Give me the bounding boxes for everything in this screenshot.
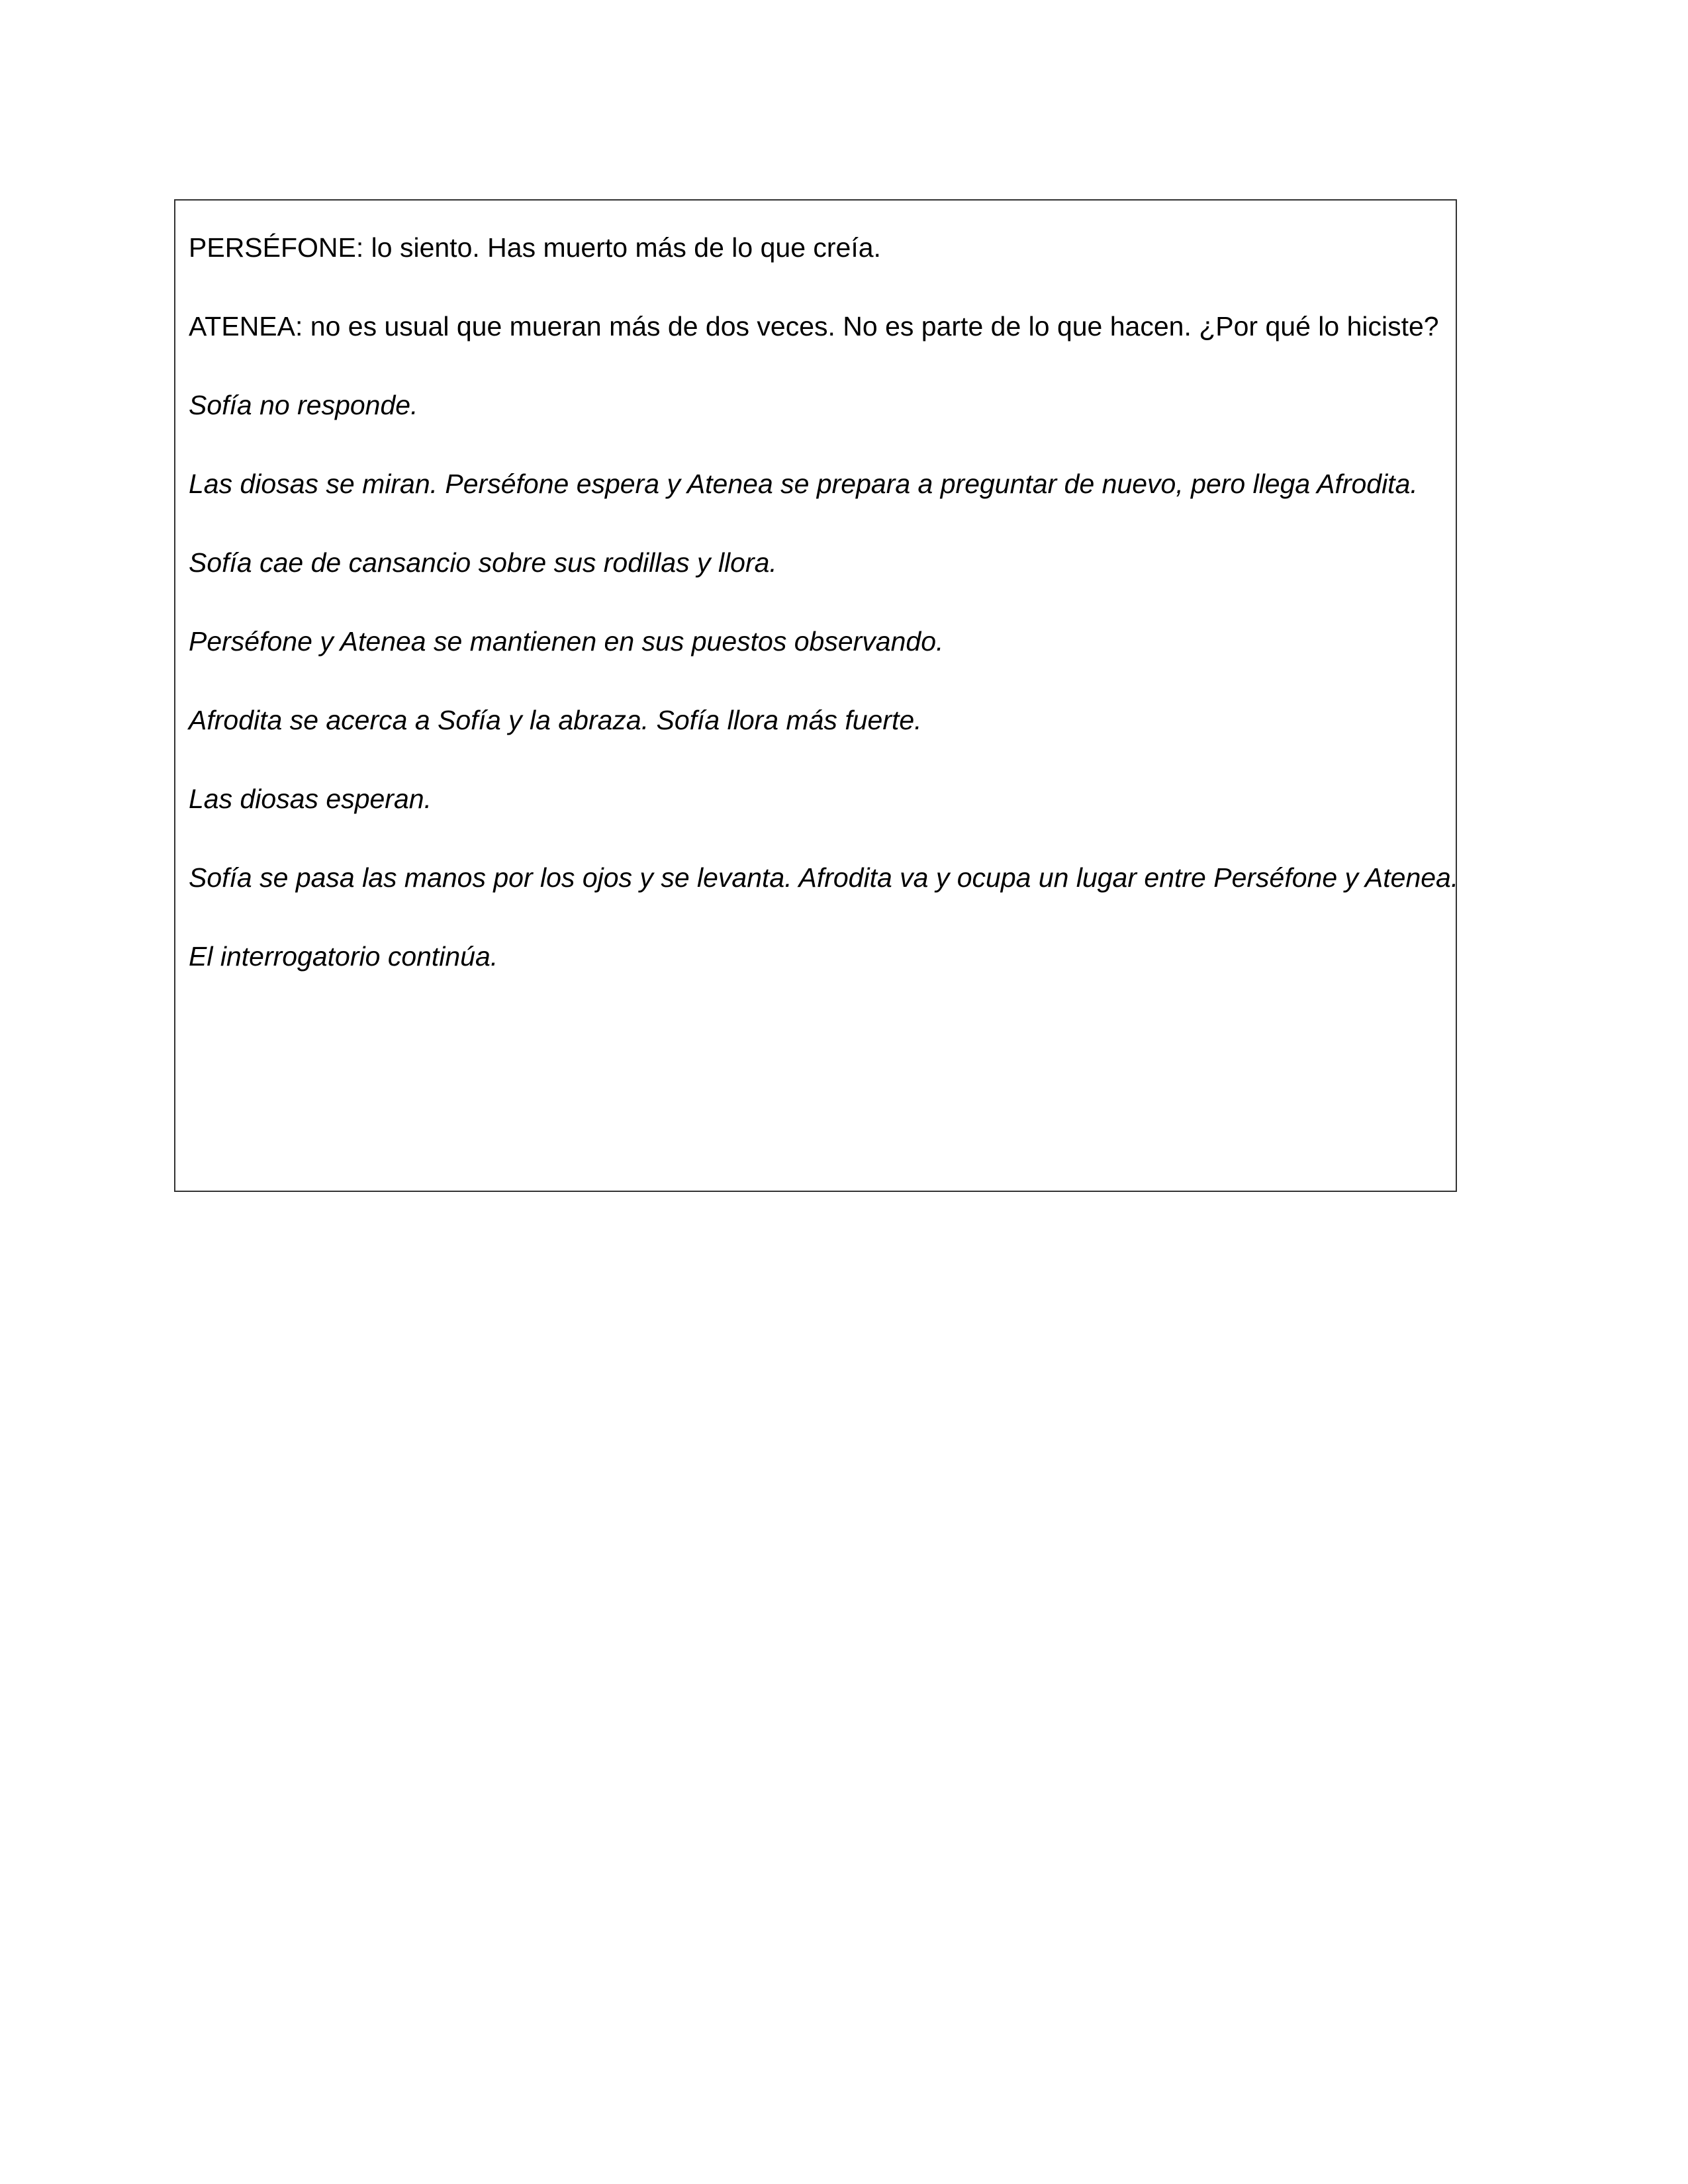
stage-direction-line: Las diosas se miran. Perséfone espera y Atenea se prepara a preguntar de nuevo, pero llega Afrodita. [189,469,1418,499]
dialogue-line-persefone: PERSÉFONE: lo siento. Has muerto más de lo que creía. [189,232,881,263]
stage-direction-line: Las diosas esperan. [189,784,432,814]
stage-direction-line: Perséfone y Atenea se mantienen en sus puestos observando. [189,626,944,657]
stage-direction-line: Afrodita se acerca a Sofía y la abraza. Sofía llora más fuerte. [189,705,922,735]
script-text-box [174,199,1457,1192]
stage-direction-line: Sofía no responde. [189,390,418,420]
stage-direction-line: Sofía se pasa las manos por los ojos y se levanta. Afrodita va y ocupa un lugar entre Perséfone y Atenea. [189,862,1459,893]
stage-direction-line: Sofía cae de cansancio sobre sus rodillas y llora. [189,547,777,578]
dialogue-line-atenea: ATENEA: no es usual que mueran más de dos veces. No es parte de lo que hacen. ¿Por qué lo hiciste? [189,311,1439,341]
stage-direction-line: El interrogatorio continúa. [189,941,498,972]
